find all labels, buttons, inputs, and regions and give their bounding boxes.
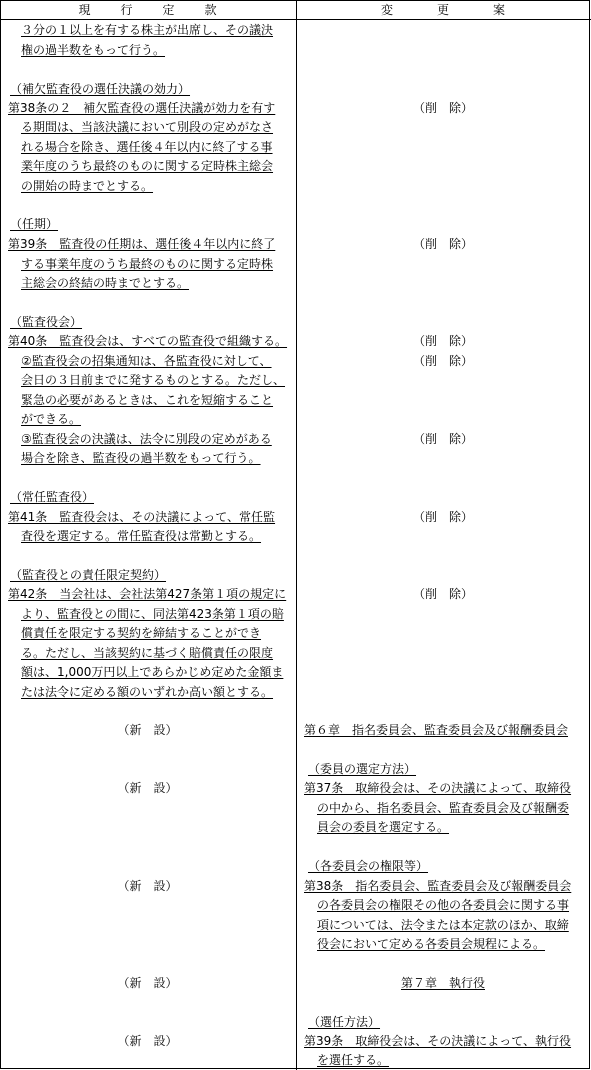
text-line: の各委員会の権限その他の各委員会に関する事 <box>317 898 570 912</box>
chapter-heading: 第７章 執行役 <box>400 976 485 990</box>
header-proposed-changes: 変 更 案 <box>380 3 507 17</box>
text-line: ができる。 <box>21 412 82 426</box>
text-line: する事業年度のうち最終のものに関する定時株 <box>21 257 274 271</box>
article-line: 第41条 監査役会は、その決議によって、常任監 <box>8 510 276 524</box>
text-line: ②監査役会の招集通知は、各監査役に対して、 <box>21 354 272 368</box>
text-line: る期間は、当該決議において別段の定めがなさ <box>21 120 274 134</box>
article-line: 第38条 指名委員会、監査委員会及び報酬委員会 <box>304 879 572 893</box>
deleted-label: （削 除） <box>412 587 473 601</box>
article-line: 第40条 監査役会は、すべての監査役で組織する。 <box>8 334 288 348</box>
header-current-articles: 現 行 定 款 <box>78 3 219 17</box>
article-line: 第37条 取締役会は、その決議によって、取締役 <box>304 781 572 795</box>
deleted-label: （削 除） <box>412 334 473 348</box>
text-line: る。ただし、当該契約に基づく賠償責任の限度 <box>21 646 274 660</box>
text-line: たは法令に定める額のいずれか高い額とする。 <box>21 685 274 699</box>
text-line: の開始の時までとする。 <box>21 179 154 193</box>
section-heading: （監査役会） <box>10 315 83 329</box>
text-line: ③監査役会の決議は、法令に別段の定めがある <box>21 432 272 446</box>
deleted-label: （削 除） <box>412 237 473 251</box>
text-line: 場合を除き、監査役の過半数をもって行う。 <box>21 451 261 465</box>
article-line: 第39条 取締役会は、その決議によって、執行役 <box>304 1034 572 1048</box>
text-line: より、監査役との間に、同法第423条第１項の賠 <box>21 607 284 621</box>
new-provision-label: （新 設） <box>117 976 178 990</box>
text-line: 業年度のうち最終のものに関する定時株主総会 <box>21 159 274 173</box>
section-heading: （選任方法） <box>308 1015 381 1029</box>
text-line: 員会の委員を選定する。 <box>317 820 450 834</box>
new-provision-label: （新 設） <box>117 723 178 737</box>
text-line: 会日の３日前までに発するものとする。ただし、 <box>21 373 286 387</box>
section-heading: （常任監査役） <box>10 490 95 504</box>
article-line: 第42条 当会社は、会社法第427条第１項の規定に <box>8 587 287 601</box>
text-line: れる場合を除き、選任後４年以内に終了する事 <box>21 140 273 154</box>
text-line: 査役を選定する。常任監査役は常勤とする。 <box>21 529 262 543</box>
section-heading: （任期） <box>10 217 59 231</box>
text-line: の中から、指名委員会、監査委員会及び報酬委 <box>317 801 570 815</box>
text-line: 主総会の終結の時までとする。 <box>21 276 190 290</box>
article-line: 第38条の２ 補欠監査役の選任決議が効力を有す <box>8 101 276 115</box>
text-line: 緊急の必要があるときは、これを短縮すること <box>21 393 274 407</box>
chapter-heading: 第６章 指名委員会、監査委員会及び報酬委員会 <box>304 723 569 737</box>
section-heading: （委員の選定方法） <box>308 762 417 776</box>
new-provision-label: （新 設） <box>117 781 178 795</box>
section-heading: （各委員会の権限等） <box>308 859 429 873</box>
text-line: 額は、1,000万円以上であらかじめ定めた金額ま <box>21 665 284 679</box>
text-line: 償責任を限定する契約を締結することができ <box>21 626 262 640</box>
new-provision-label: （新 設） <box>117 1034 178 1048</box>
text-line: ３分の１以上を有する株主が出席し、その議決 <box>21 23 274 37</box>
deleted-label: （削 除） <box>412 510 473 524</box>
deleted-label: （削 除） <box>412 354 473 368</box>
deleted-label: （削 除） <box>412 432 473 446</box>
column-divider <box>296 1 297 1070</box>
text-line: 役会において定める各委員会規程による。 <box>317 937 546 951</box>
text-line: 権の過半数をもって行う。 <box>21 43 166 57</box>
text-line: 項については、法令または本定款のほか、取締 <box>317 918 569 932</box>
section-heading: （補欠監査役の選任決議の効力） <box>10 82 191 96</box>
section-heading: （監査役との責任限定契約） <box>10 568 167 582</box>
article-line: 第39条 監査役の任期は、選任後４年以内に終了 <box>8 237 276 251</box>
text-line: を選任する。 <box>317 1053 390 1067</box>
new-provision-label: （新 設） <box>117 879 178 893</box>
deleted-label: （削 除） <box>412 101 473 115</box>
